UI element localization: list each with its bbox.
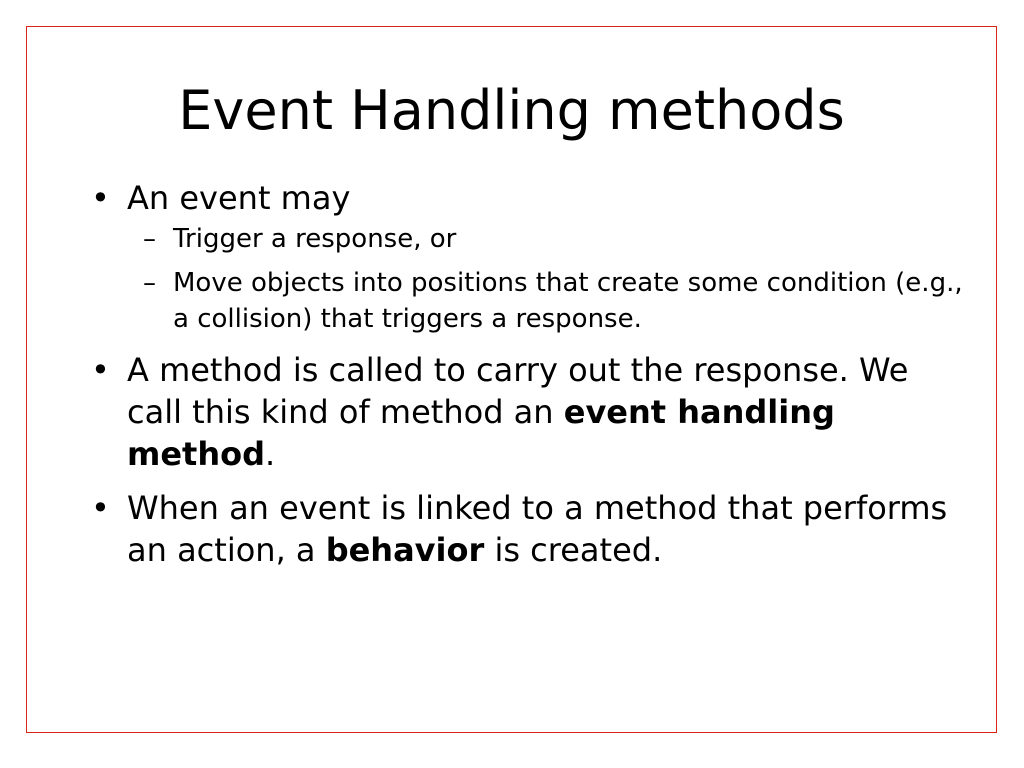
sub-list — [127, 221, 963, 337]
bullet-item — [83, 177, 963, 337]
bullet-item — [83, 349, 963, 475]
dash-icon: – — [143, 224, 156, 254]
bullet-text-end: . — [265, 435, 276, 473]
slide-title: Event Handling methods — [178, 79, 845, 142]
bullet-dot-icon: • — [91, 351, 110, 389]
slide-frame — [26, 26, 997, 733]
bullet-text: A method is called to carry out the response. We call this kind of method an — [127, 351, 909, 431]
sub-item — [127, 265, 963, 337]
sub-text: Move objects into positions that create some condition (e.g., a collision) that triggers a response. — [173, 268, 963, 334]
sub-item — [127, 221, 963, 257]
sub-text: Trigger a response, or — [173, 224, 457, 254]
bullet-item — [83, 487, 963, 571]
bullet-text: An event may — [127, 179, 351, 217]
bullet-dot-icon: • — [91, 179, 110, 217]
bullet-text-end: is created. — [484, 531, 663, 569]
bullet-text: When an event is linked to a method that performs an action, a — [127, 489, 948, 569]
bold-term: event handling method — [127, 393, 835, 473]
bold-term: behavior — [325, 531, 485, 569]
bullet-dot-icon: • — [91, 489, 110, 527]
slide-content — [83, 177, 963, 583]
dash-icon: – — [143, 268, 156, 298]
